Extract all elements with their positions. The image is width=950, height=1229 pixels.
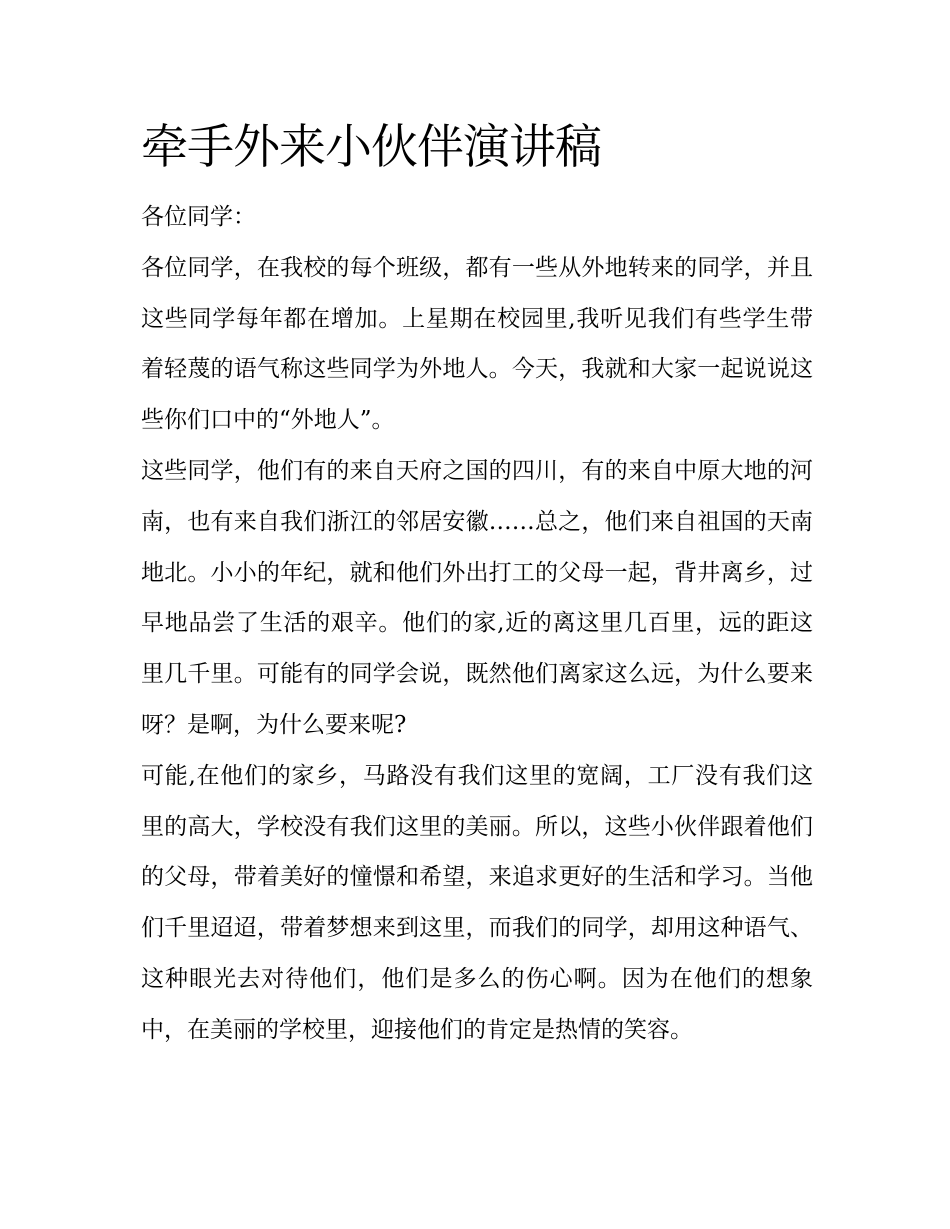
paragraph-hopes: 可能,在他们的家乡，马路没有我们这里的宽阔，工厂没有我们这里的高大，学校没有我们这里的美丽。所以，这些小伙伴跟着他们的父母，带着美好的憧憬和希望，来追求更好的生活和学习。当他们千里迢迢，带着梦想来到这里，而我们的同学，却用这种语气、这种眼光去对待他们，他们是多么的伤心啊。因为在他们的想象中，在美丽的学校里，迎接他们的肯定是热情的笑容。	[141, 762, 813, 1043]
document-body	[141, 118, 813, 1056]
paragraph-origins: 这些同学，他们有的来自天府之国的四川，有的来自中原大地的河南，也有来自我们浙江的邻居安徽……总之，他们来自祖国的天南地北。小小的年纪，就和他们外出打工的父母一起，背井离乡，过早地品尝了生活的艰辛。他们的家,近的离这里几百里，远的距这里几千里。可能有的同学会说，既然他们离家这么远，为什么要来呀？是啊，为什么要来呢?	[141, 457, 813, 738]
salutation: 各位同学：	[141, 204, 256, 230]
paragraph-intro: 各位同学，在我校的每个班级，都有一些从外地转来的同学，并且这些同学每年都在增加。上星期在校园里,我听见我们有些学生带着轻蔑的语气称这些同学为外地人。今天，我就和大家一起说说这些你们口中的“外地人”。	[141, 254, 813, 434]
document-title: 牵手外来小伙伴演讲稿	[141, 120, 601, 175]
